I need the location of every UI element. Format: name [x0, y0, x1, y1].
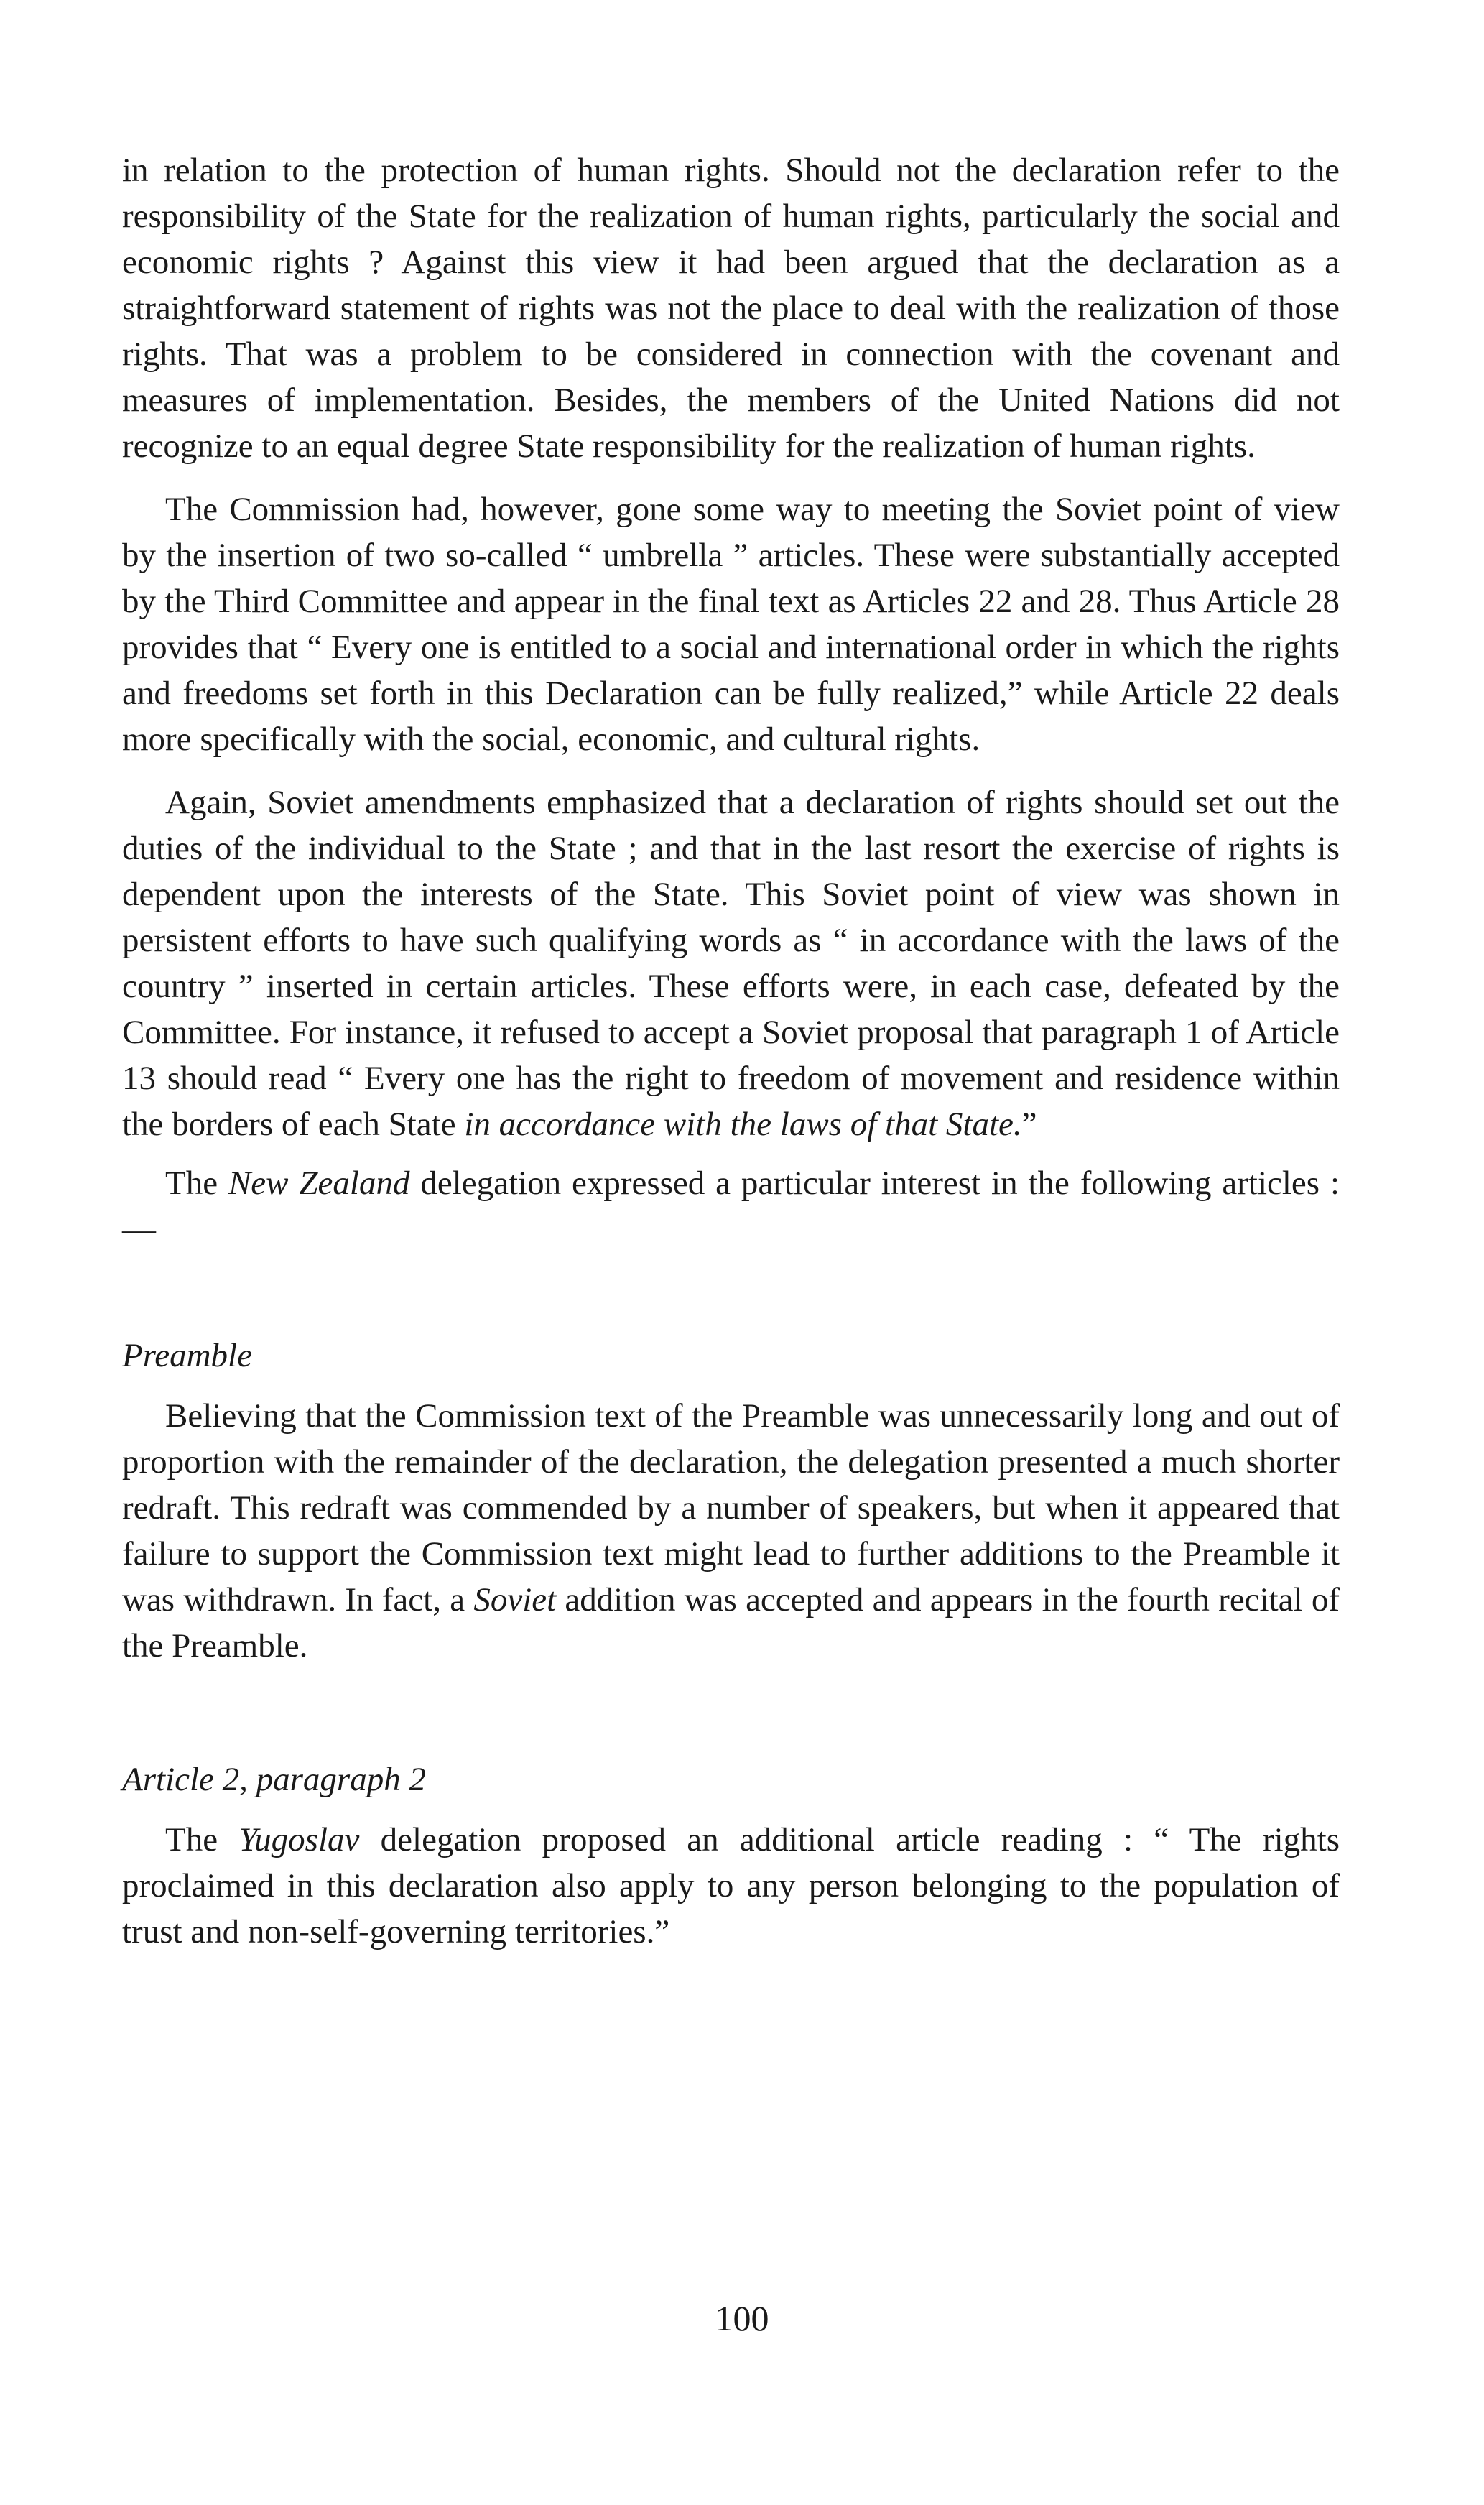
page-body: [122, 147, 1340, 1955]
new-zealand-italic: New Zealand: [228, 1164, 410, 1202]
paragraph-preamble: [122, 1393, 1340, 1669]
preamble-end: addition was accepted and appears in the fourth recital of the Preamble.: [122, 1581, 1340, 1664]
yugoslav-start: The: [165, 1821, 239, 1858]
soviet-amendments-text: Again, Soviet amendments emphasized that a declaration of rights should set out the duties of the individual to the State ; and that in the last resort the exercise of rights is dependent upon the interests of the State. This Soviet point of view was shown in persistent efforts to have such qualifying words as “ in accordance with the laws of the country ” inserted in certain articles. These efforts were, in each case, defeated by the Committee. For instance, it refused to accept a Soviet proposal that paragraph 1 of Article 13 should read “ Every one has the right to freedom of movement and residence within the borders of each State: [122, 784, 1340, 1143]
paragraph-protection-of-rights: in relation to the protection of human rights. Should not the declaration refer to the responsibility of the State for the realization of human rights, particularly the social and economic rights ? Against this view it had been argued that the declaration as a straightforward statement of rights was not the place to deal with the realization of those rights. That was a problem to be considered in connection with the covenant and measures of implementation. Besides, the members of the United Nations did not recognize to an equal degree State responsibility for the realization of human rights.: [122, 152, 1340, 465]
paragraph-soviet-amendments: [122, 779, 1340, 1147]
paragraph-umbrella-articles: The Commission had, however, gone some way to meeting the Soviet point of view by the insertion of two so-called “ umbrella ” articles. These were substantially accepted by the Third Committee and appear in the final text as Articles 22 and 28. Thus Article 28 provides that “ Every one is entitled to a social and international order in which the rights and freedoms set forth in this Declaration can be fully realized,” while Article 22 deals more specifically with the social, economic, and cultural rights.: [122, 491, 1340, 758]
soviet-amendments-close: ”: [1021, 1106, 1037, 1143]
paragraph-new-zealand-interest: [122, 1160, 1340, 1252]
preamble-start: Believing that the Commission text of the Preamble was unnecessarily long and out of proportion with the remainder of the declaration, the delegation presented a much shorter redraft. This redraft was commended by a number of speakers, but when it appeared that failure to support the Commission text might lead to further additions to the Preamble it was withdrawn. In fact, a: [122, 1397, 1340, 1619]
page-number: 100: [715, 2298, 769, 2338]
heading-article-2: Article 2, paragraph 2: [122, 1761, 426, 1798]
soviet-amendments-italic: in accordance with the laws of that State.: [464, 1106, 1022, 1143]
new-zealand-end: delegation expressed a particular interest in the following articles :—: [122, 1164, 1340, 1248]
yugoslav-end: delegation proposed an additional article reading : “ The rights proclaimed in this declaration also apply to any person belonging to the population of trust and non-self-governing territories.”: [122, 1821, 1340, 1950]
yugoslav-italic: Yugoslav: [238, 1821, 360, 1858]
heading-preamble: Preamble: [122, 1337, 252, 1374]
new-zealand-start: The: [165, 1164, 228, 1202]
preamble-italic: Soviet: [473, 1581, 557, 1619]
paragraph-yugoslav-proposal: [122, 1817, 1340, 1955]
